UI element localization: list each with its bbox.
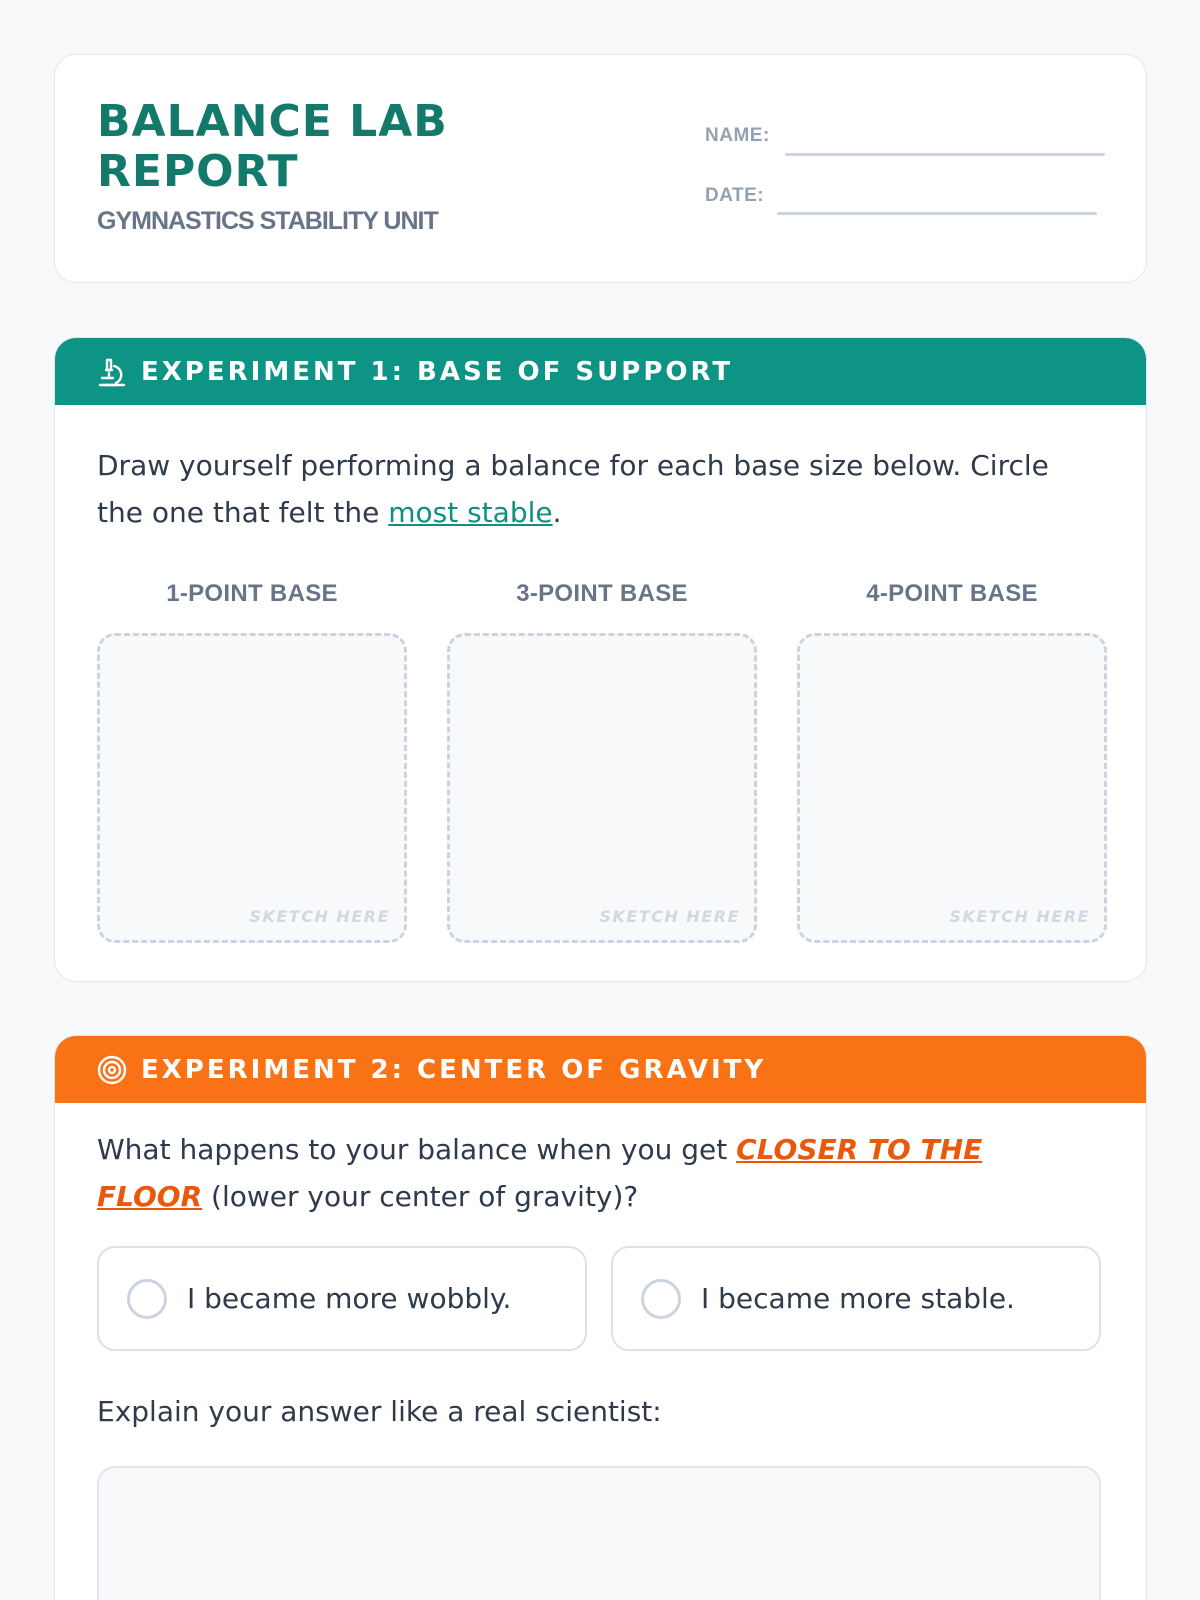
most-stable-link: most stable xyxy=(388,496,553,529)
experiment-1-title: EXPERIMENT 1: BASE OF SUPPORT xyxy=(141,356,734,387)
experiment-2-header xyxy=(55,1036,1146,1103)
experiment-2-question: What happens to your balance when you get CLOSER TO THE FLOOR (lower your center of gravity)? xyxy=(97,1133,983,1213)
choice-label: I became more stable. xyxy=(701,1282,1015,1315)
date-label: DATE: xyxy=(705,185,765,206)
page-title: BALANCE LAB REPORT xyxy=(97,96,448,197)
sketch-hint: SKETCH HERE xyxy=(949,907,1090,926)
experiment-1-card xyxy=(54,337,1147,982)
sketch-box-1-point[interactable] xyxy=(97,633,407,943)
choice-more-wobbly[interactable] xyxy=(97,1246,587,1351)
name-field[interactable] xyxy=(785,153,1105,156)
closer-to-floor-link: CLOSER TO THE FLOOR xyxy=(97,1133,983,1213)
explanation-textarea[interactable] xyxy=(97,1466,1101,1600)
base-label-3: 3-POINT BASE xyxy=(516,580,688,607)
experiment-1-instruction: Draw yourself performing a balance for each base size below. Circle the one that felt the most stable. xyxy=(97,449,1049,529)
sketch-box-3-point[interactable] xyxy=(447,633,757,943)
experiment-2-card xyxy=(54,1035,1147,1600)
sketch-box-4-point[interactable] xyxy=(797,633,1107,943)
experiment-2-title: EXPERIMENT 2: CENTER OF GRAVITY xyxy=(141,1054,767,1085)
explain-prompt: Explain your answer like a real scientist: xyxy=(97,1395,662,1428)
microscope-icon xyxy=(95,355,129,389)
base-label-1: 1-POINT BASE xyxy=(166,580,338,607)
sketch-hint: SKETCH HERE xyxy=(599,907,740,926)
target-icon xyxy=(95,1053,129,1087)
name-label: NAME: xyxy=(705,125,770,146)
experiment-1-header xyxy=(55,338,1146,405)
choice-more-stable[interactable] xyxy=(611,1246,1101,1351)
header-card xyxy=(54,54,1147,283)
base-label-4: 4-POINT BASE xyxy=(866,580,1038,607)
choice-label: I became more wobbly. xyxy=(187,1282,512,1315)
sketch-hint: SKETCH HERE xyxy=(249,907,390,926)
radio-button[interactable] xyxy=(127,1279,167,1319)
date-field[interactable] xyxy=(777,212,1097,215)
radio-button[interactable] xyxy=(641,1279,681,1319)
page-subtitle: GYMNASTICS STABILITY UNIT xyxy=(97,207,438,235)
